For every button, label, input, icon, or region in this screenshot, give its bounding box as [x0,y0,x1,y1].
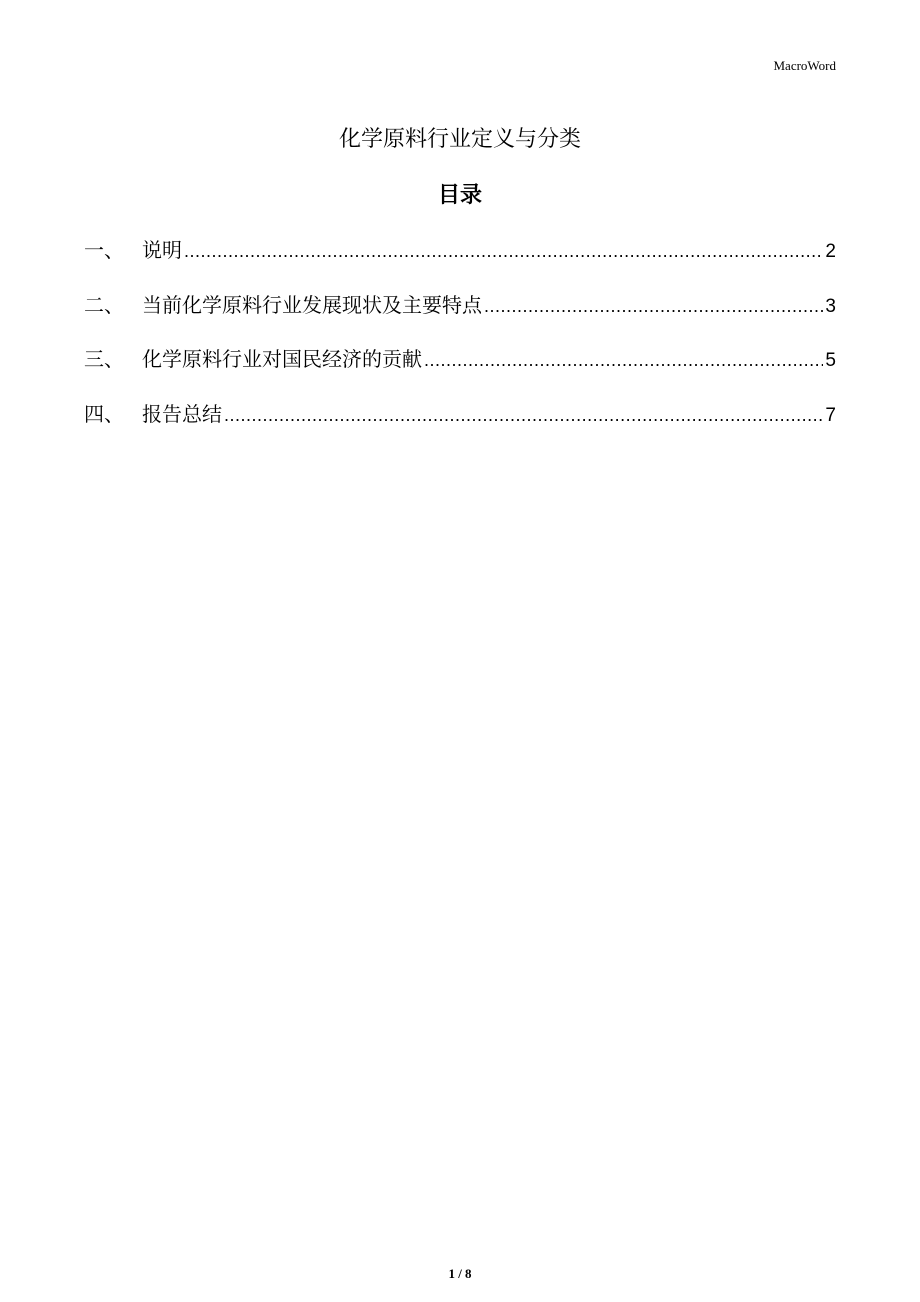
toc-entry-page-number: 3 [825,295,836,317]
toc-entry-title: 当前化学原料行业发展现状及主要特点 [142,292,482,317]
toc-entry-page-number: 2 [825,241,836,262]
toc-entry-title: 报告总结 [142,401,222,426]
toc-entry-current-status[interactable] [84,289,836,344]
toc-dot-leader [224,405,823,426]
toc-entry-number: 二、 [84,292,124,317]
toc-entry-page-number: 5 [825,350,836,371]
document-title: 化学原料行业定义与分类 [338,127,581,152]
page-number-indicator: 1 / 8 [448,1266,472,1281]
toc-entry-title: 说明 [142,238,182,262]
toc-entry-page-number: 7 [825,404,836,426]
header-brand: MacroWord [773,58,836,73]
toc-entry-explanation[interactable] [84,234,836,289]
toc-entry-title: 化学原料行业对国民经济的贡献 [142,347,422,371]
table-of-contents [84,234,836,452]
toc-entry-economic-contribution[interactable] [84,343,836,398]
toc-entry-number: 三、 [84,347,124,371]
toc-entry-number: 一、 [84,238,124,262]
toc-entry-number: 四、 [84,401,124,426]
toc-dot-leader [484,296,823,317]
toc-dot-leader [424,350,823,371]
toc-entry-summary[interactable] [84,398,836,453]
toc-dot-leader [184,241,823,262]
toc-heading: 目录 [437,183,482,208]
